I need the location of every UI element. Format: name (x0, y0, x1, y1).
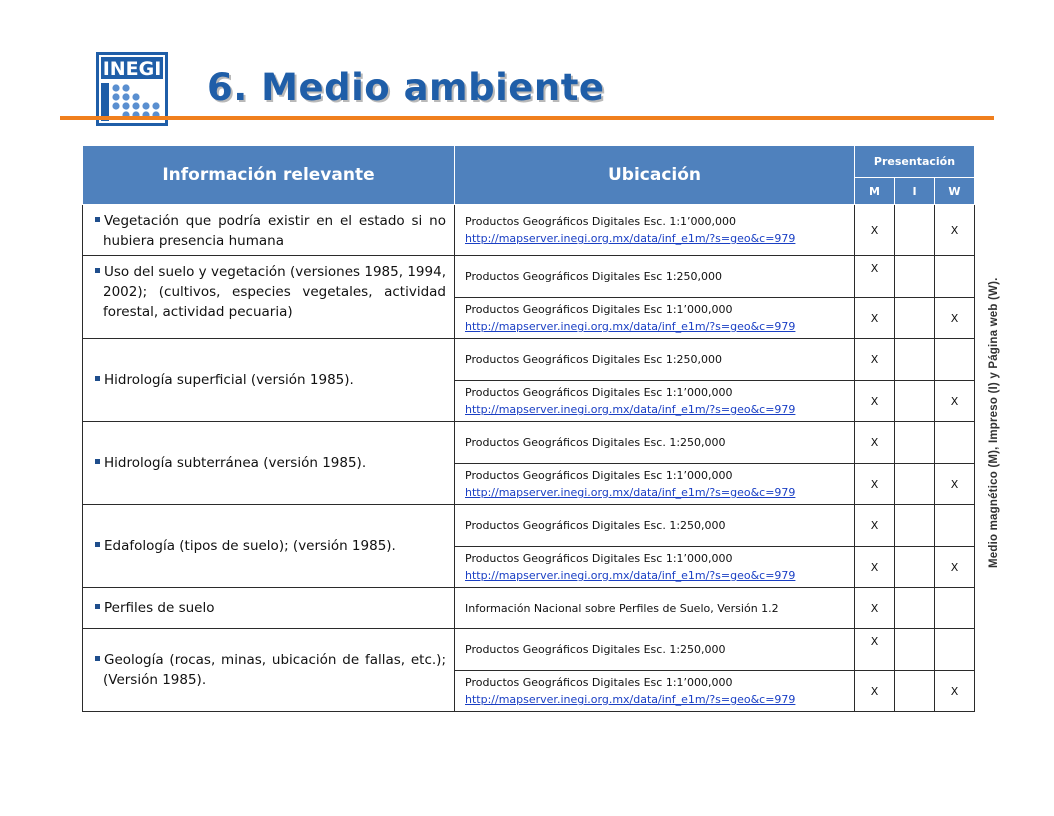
location-cell: Productos Geográficos Digitales Esc. 1:250,000 (455, 629, 855, 671)
info-cell: Perfiles de suelo (83, 588, 455, 629)
cell-i (895, 505, 935, 547)
bullet-icon (95, 542, 100, 547)
cell-m: X (855, 298, 895, 339)
map-link[interactable]: http://mapserver.inegi.org.mx/data/inf_e1m/?s=geo&c=979 (465, 486, 796, 499)
cell-w (935, 422, 975, 464)
cell-i (895, 547, 935, 588)
cell-m: X (855, 381, 895, 422)
cell-w: X (935, 464, 975, 505)
location-cell: Productos Geográficos Digitales Esc. 1:1’000,000 http://mapserver.inegi.org.mx/data/inf_e1m/?s=geo&c=979 (455, 205, 855, 256)
cell-w: X (935, 381, 975, 422)
bullet-icon (95, 376, 100, 381)
location-cell: Productos Geográficos Digitales Esc 1:1’000,000 http://mapserver.inegi.org.mx/data/inf_e1m/?s=geo&c=979 (455, 547, 855, 588)
cell-i (895, 629, 935, 671)
inegi-logo-graphic (96, 52, 168, 126)
cell-i (895, 671, 935, 712)
map-link[interactable]: http://mapserver.inegi.org.mx/data/inf_e1m/?s=geo&c=979 (465, 569, 796, 582)
cell-m: X (855, 464, 895, 505)
cell-w: X (935, 298, 975, 339)
cell-w (935, 256, 975, 298)
location-cell: Productos Geográficos Digitales Esc 1:1’000,000 http://mapserver.inegi.org.mx/data/inf_e1m/?s=geo&c=979 (455, 381, 855, 422)
map-link[interactable]: http://mapserver.inegi.org.mx/data/inf_e1m/?s=geo&c=979 (465, 403, 796, 416)
location-cell: Productos Geográficos Digitales Esc 1:1’000,000 http://mapserver.inegi.org.mx/data/inf_e1m/?s=geo&c=979 (455, 671, 855, 712)
page-title: 6. Medio ambiente (207, 66, 605, 109)
header-m: M (855, 178, 895, 205)
bullet-icon (95, 604, 100, 609)
map-link[interactable]: http://mapserver.inegi.org.mx/data/inf_e1m/?s=geo&c=979 (465, 320, 796, 333)
cell-i (895, 205, 935, 256)
location-cell: Productos Geográficos Digitales Esc. 1:250,000 (455, 422, 855, 464)
cell-m: X (855, 422, 895, 464)
table-row (83, 256, 975, 298)
location-cell: Productos Geográficos Digitales Esc 1:250,000 (455, 339, 855, 381)
table-row (83, 505, 975, 547)
cell-m: X (855, 588, 895, 629)
info-cell: Edafología (tipos de suelo); (versión 1985). (83, 505, 455, 588)
cell-w: X (935, 671, 975, 712)
cell-i (895, 339, 935, 381)
table-row (83, 422, 975, 464)
data-table (82, 145, 975, 712)
cell-i (895, 256, 935, 298)
table-row (83, 339, 975, 381)
info-cell: Hidrología superficial (versión 1985). (83, 339, 455, 422)
cell-w (935, 629, 975, 671)
bullet-icon (95, 217, 100, 222)
header-presentation: Presentación (855, 146, 975, 178)
map-link[interactable]: http://mapserver.inegi.org.mx/data/inf_e1m/?s=geo&c=979 (465, 232, 796, 245)
cell-m: X (855, 629, 895, 671)
info-cell: Uso del suelo y vegetación (versiones 1985, 1994, 2002); (cultivos, especies vegetales, actividad forestal, actividad pecuaria) (83, 256, 455, 339)
cell-w (935, 339, 975, 381)
cell-m: X (855, 505, 895, 547)
cell-m: X (855, 547, 895, 588)
cell-m: X (855, 256, 895, 298)
header-info: Información relevante (83, 146, 455, 205)
location-cell: Información Nacional sobre Perfiles de Suelo, Versión 1.2 (455, 588, 855, 629)
info-cell: Vegetación que podría existir en el estado si no hubiera presencia humana (83, 205, 455, 256)
cell-m: X (855, 205, 895, 256)
bullet-icon (95, 656, 100, 661)
legend-note: Medio magnético (M), Impreso (I) y Página web (W). (988, 277, 1000, 568)
cell-w: X (935, 205, 975, 256)
info-cell: Hidrología subterránea (versión 1985). (83, 422, 455, 505)
map-link[interactable]: http://mapserver.inegi.org.mx/data/inf_e1m/?s=geo&c=979 (465, 693, 796, 706)
header-w: W (935, 178, 975, 205)
cell-m: X (855, 339, 895, 381)
cell-i (895, 422, 935, 464)
bullet-icon (95, 268, 100, 273)
table-row (83, 629, 975, 671)
cell-i (895, 464, 935, 505)
location-cell: Productos Geográficos Digitales Esc 1:250,000 (455, 256, 855, 298)
logo-lettering: INEGI (102, 58, 162, 80)
cell-m: X (855, 671, 895, 712)
cell-i (895, 588, 935, 629)
location-cell: Productos Geográficos Digitales Esc 1:1’000,000 http://mapserver.inegi.org.mx/data/inf_e1m/?s=geo&c=979 (455, 298, 855, 339)
table-row (83, 205, 975, 256)
cell-i (895, 381, 935, 422)
location-cell: Productos Geográficos Digitales Esc 1:1’000,000 http://mapserver.inegi.org.mx/data/inf_e1m/?s=geo&c=979 (455, 464, 855, 505)
bullet-icon (95, 459, 100, 464)
inegi-logo (96, 52, 168, 126)
table-row (83, 588, 975, 629)
cell-i (895, 298, 935, 339)
title-underline (60, 116, 994, 120)
cell-w: X (935, 547, 975, 588)
cell-w (935, 588, 975, 629)
cell-w (935, 505, 975, 547)
info-cell: Geología (rocas, minas, ubicación de fallas, etc.); (Versión 1985). (83, 629, 455, 712)
header-i: I (895, 178, 935, 205)
location-cell: Productos Geográficos Digitales Esc. 1:250,000 (455, 505, 855, 547)
header-location: Ubicación (455, 146, 855, 205)
